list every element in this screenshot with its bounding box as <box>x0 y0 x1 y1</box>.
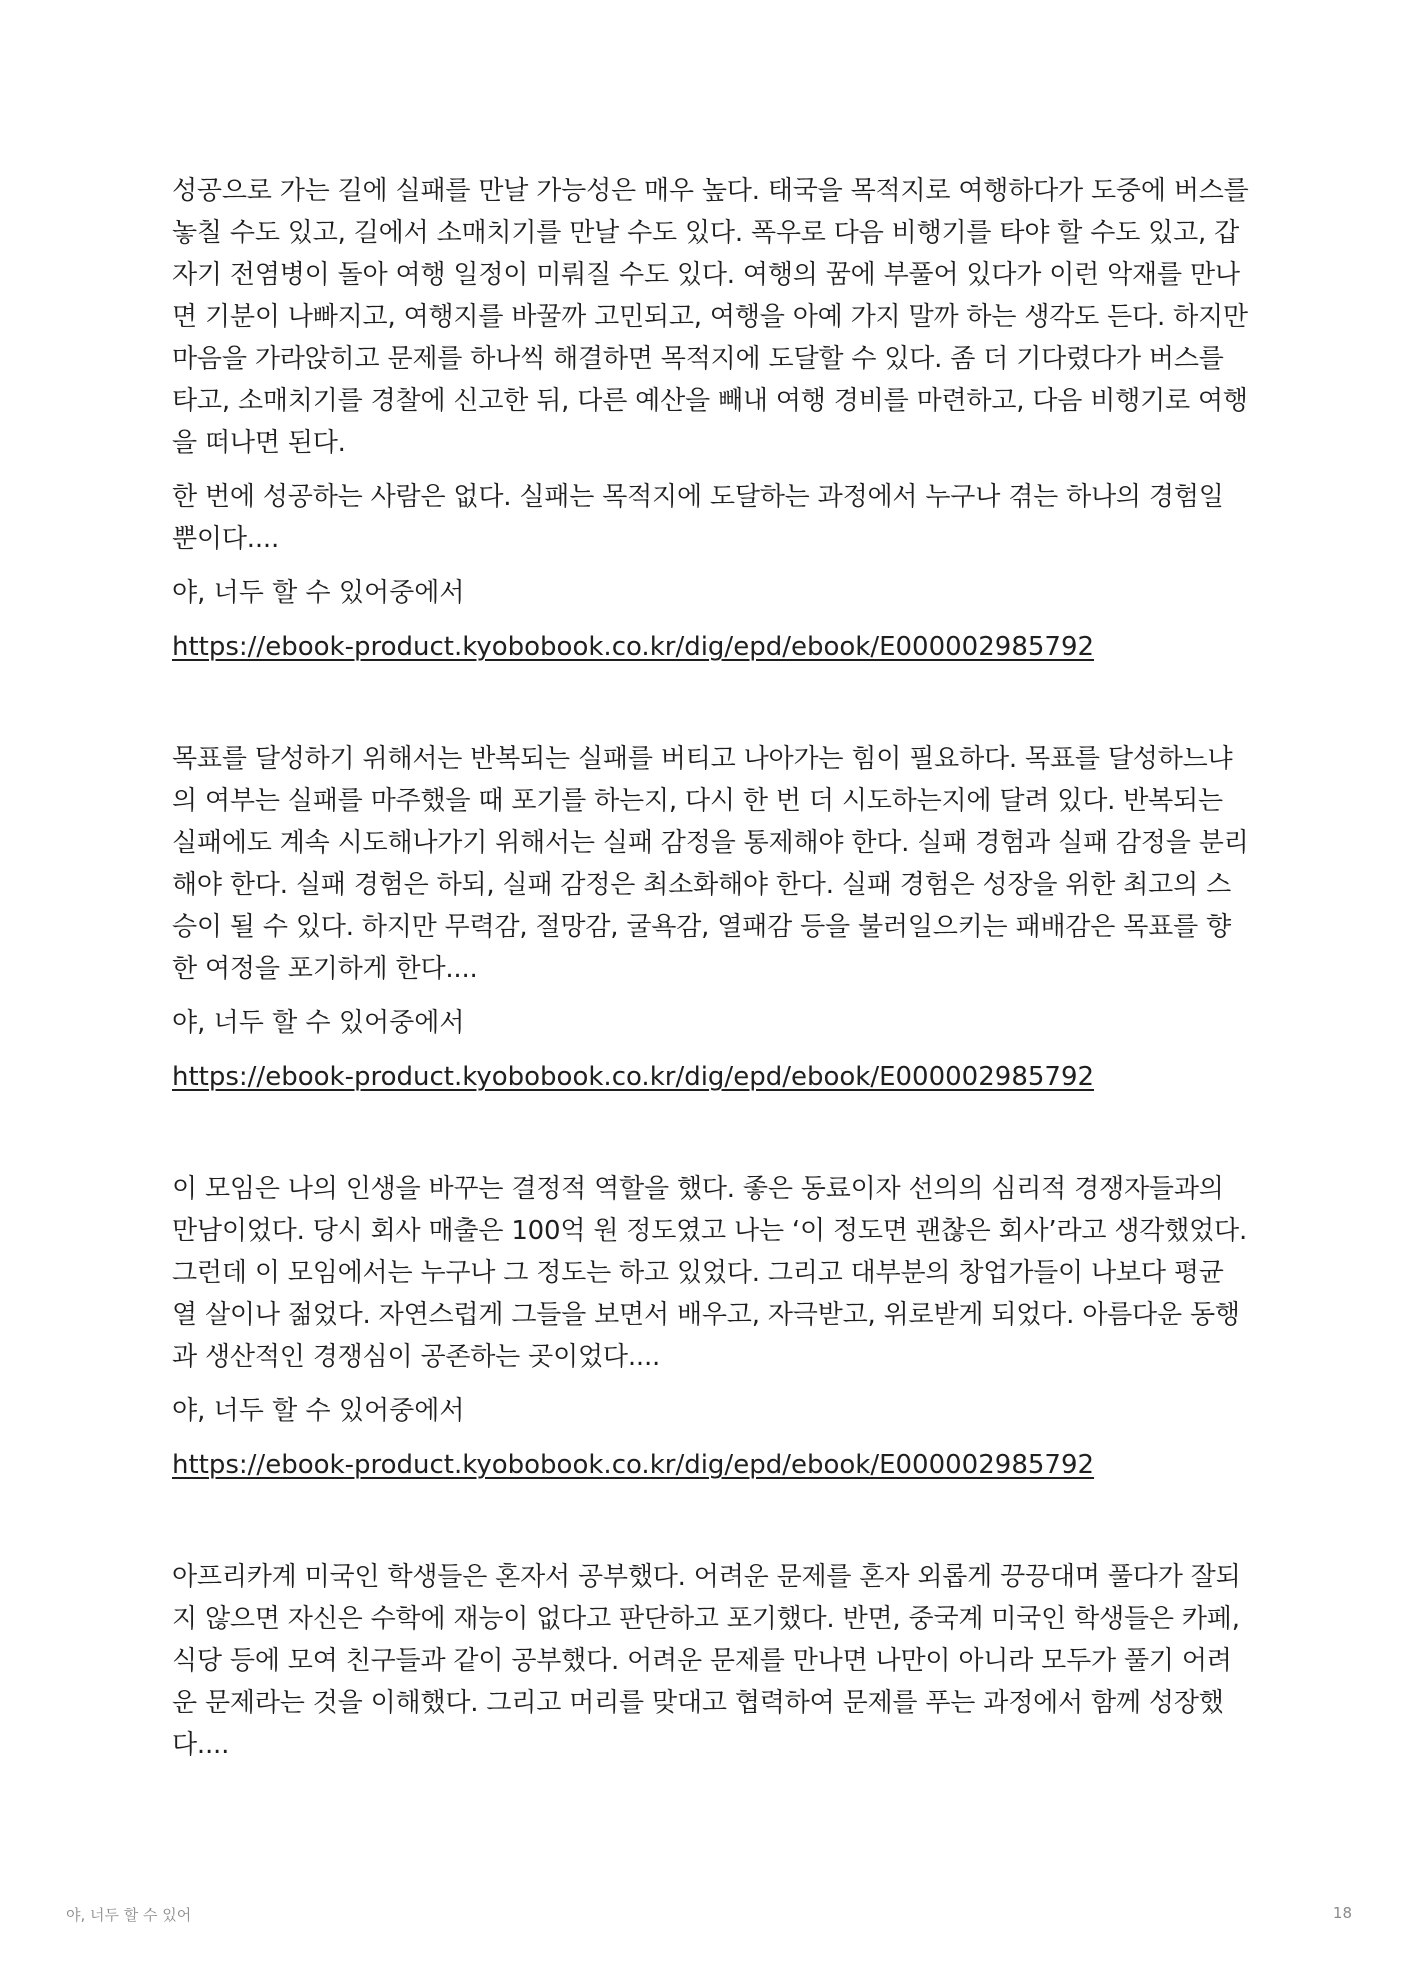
source-label: 야, 너두 할 수 있어중에서 <box>172 578 465 608</box>
ebook-link[interactable]: https://ebook-product.kyobobook.co.kr/dig/epd/ebook/E000002985792 <box>172 1062 1095 1092</box>
footer-page-number: 18 <box>1332 1904 1352 1922</box>
highlight-entry-2 <box>172 738 1252 1098</box>
highlight-paragraph: 목표를 달성하기 위해서는 반복되는 실패를 버티고 나아가는 힘이 필요하다. 목표를 달성하느냐의 여부는 실패를 마주했을 때 포기를 하는지, 다시 한 번 더 시도하는지에 달려 있다. 반복되는 실패에도 계속 시도해나가기 위해서는 실패 감정을 통제해야 한다. 실패 경험과 실패 감정을 분리해야 한다. 실패 경험은 하되, 실패 감정은 최소화해야 한다. 실패 경험은 성장을 위한 최고의 스승이 될 수 있다. 하지만 무력감, 절망감, 굴욕감, 열패감 등을 불러일으키는 패배감은 목표를 향한 여정을 포기하게 한다.... <box>172 744 1249 984</box>
footer-book-title: 야, 너두 할 수 있어 <box>66 1906 192 1924</box>
highlight-paragraph: 아프리카계 미국인 학생들은 혼자서 공부했다. 어려운 문제를 혼자 외롭게 끙끙대며 풀다가 잘되지 않으면 자신은 수학에 재능이 없다고 판단하고 포기했다. 반면, 중국계 미국인 학생들은 카페, 식당 등에 모여 친구들과 같이 공부했다. 어려운 문제를 만나면 나만이 아니라 모두가 풀기 어려운 문제라는 것을 이해했다. 그리고 머리를 맞대고 협력하여 문제를 푸는 과정에서 함께 성장했다.... <box>172 1562 1241 1760</box>
highlight-paragraph: 성공으로 가는 길에 실패를 만날 가능성은 매우 높다. 태국을 목적지로 여행하다가 도중에 버스를 놓칠 수도 있고, 길에서 소매치기를 만날 수도 있다. 폭우로 다음 비행기를 타야 할 수도 있고, 갑자기 전염병이 돌아 여행 일정이 미뤄질 수도 있다. 여행의 꿈에 부풀어 있다가 이런 악재를 만나면 기분이 나빠지고, 여행지를 바꿀까 고민되고, 여행을 아예 가지 말까 하는 생각도 든다. 하지만 마음을 가라앉히고 문제를 하나씩 해결하면 목적지에 도달할 수 있다. 좀 더 기다렸다가 버스를 타고, 소매치기를 경찰에 신고한 뒤, 다른 예산을 빼내 여행 경비를 마련하고, 다음 비행기로 여행을 떠나면 된다. <box>172 176 1249 458</box>
source-label: 야, 너두 할 수 있어중에서 <box>172 1396 465 1426</box>
highlight-entry-3 <box>172 1168 1252 1486</box>
ebook-link[interactable]: https://ebook-product.kyobobook.co.kr/dig/epd/ebook/E000002985792 <box>172 1450 1095 1480</box>
ebook-link[interactable]: https://ebook-product.kyobobook.co.kr/dig/epd/ebook/E000002985792 <box>172 632 1095 662</box>
highlights-list <box>172 170 1252 1778</box>
highlight-entry-1 <box>172 170 1252 668</box>
highlight-paragraph: 이 모임은 나의 인생을 바꾸는 결정적 역할을 했다. 좋은 동료이자 선의의 심리적 경쟁자들과의 만남이었다. 당시 회사 매출은 100억 원 정도였고 나는 ‘이 정도면 괜찮은 회사’라고 생각했었다. 그런데 이 모임에서는 누구나 그 정도는 하고 있었다. 그리고 대부분의 창업가들이 나보다 평균 열 살이나 젊었다. 자연스럽게 그들을 보면서 배우고, 자극받고, 위로받게 되었다. 아름다운 동행과 생산적인 경쟁심이 공존하는 곳이었다.... <box>172 1174 1248 1372</box>
highlight-paragraph: 한 번에 성공하는 사람은 없다. 실패는 목적지에 도달하는 과정에서 누구나 겪는 하나의 경험일 뿐이다.... <box>172 482 1224 554</box>
source-label: 야, 너두 할 수 있어중에서 <box>172 1008 465 1038</box>
highlight-entry-4 <box>172 1556 1252 1766</box>
